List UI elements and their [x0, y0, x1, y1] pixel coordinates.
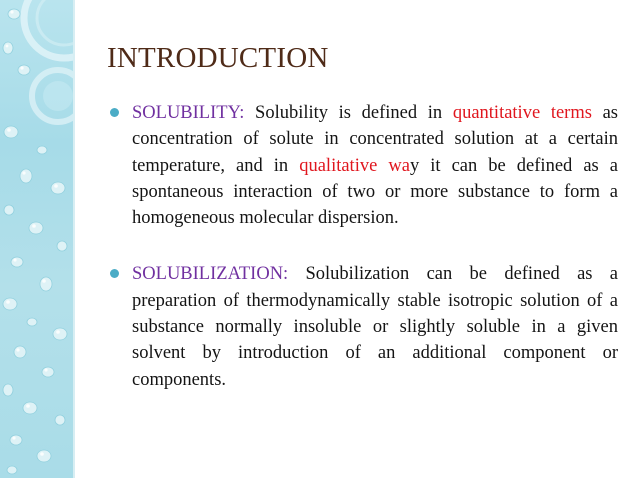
bullet-text: y it can be defined as a spontaneous interaction of two or more substance to form a homogeneous molecular dispersion.	[132, 155, 619, 229]
strip-divider	[73, 0, 75, 478]
bullet-text: Solubilization can be defined as a preparation of thermodynamically stable isotropic solution of a substance normally insoluble or slightly soluble in a given solvent by introduction of an additional component or components.	[132, 264, 618, 390]
bullet-solubilization	[110, 261, 618, 392]
bullet-dot-icon	[110, 269, 119, 278]
term-solubilization: SOLUBILIZATION:	[132, 264, 289, 285]
term-solubility: SOLUBILITY:	[132, 103, 245, 123]
bullet-text: as concentration of solute in concentrated solution at a certain temperature, and in	[132, 103, 618, 176]
highlight-quantitative-terms: quantitative terms	[452, 103, 592, 123]
bullet-solubility	[110, 100, 618, 231]
water-drops-icon	[0, 0, 73, 478]
highlight-qualitative-way: qualitative wa	[299, 155, 410, 176]
slide-title: INTRODUCTION	[107, 42, 329, 74]
bullet-dot-icon	[110, 108, 119, 117]
bullet-text: Solubility is defined in	[244, 103, 453, 123]
bullet-list	[110, 100, 618, 393]
water-drop-decoration	[0, 0, 73, 478]
